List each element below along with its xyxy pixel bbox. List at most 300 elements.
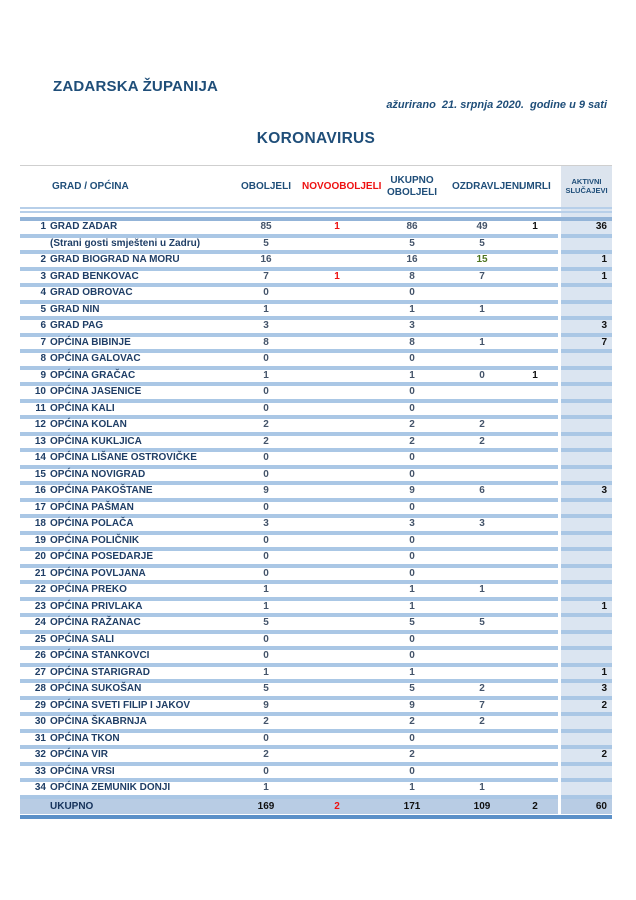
cell-umrli bbox=[512, 782, 558, 799]
cell-grad-opcina bbox=[20, 502, 230, 519]
cell-grad-opcina bbox=[20, 584, 230, 601]
cell-umrli bbox=[512, 386, 558, 403]
cell-ozdravljeni: 15 bbox=[452, 254, 512, 271]
municipality-name: OPĆINA POLIČNIK bbox=[50, 534, 140, 546]
cell-ukupno-oboljeli: 16 bbox=[372, 254, 452, 271]
cell-aktivni bbox=[561, 716, 612, 733]
cell-novooboljeli bbox=[302, 436, 372, 453]
table-row bbox=[20, 271, 612, 288]
table-row bbox=[20, 221, 612, 238]
row-number: 16 bbox=[34, 485, 46, 496]
cell-oboljeli: 1 bbox=[230, 370, 302, 387]
header-ukupno-line1: UKUPNO bbox=[390, 175, 434, 186]
row-number: 15 bbox=[34, 468, 46, 480]
cell-umrli bbox=[512, 436, 558, 453]
municipality-name: OPĆINA POLAČA bbox=[50, 518, 134, 529]
table-row bbox=[20, 716, 612, 733]
cell-ozdravljeni: 7 bbox=[452, 700, 512, 717]
cell-oboljeli: 0 bbox=[230, 634, 302, 651]
cell-ukupno-oboljeli: 0 bbox=[372, 452, 452, 469]
municipality-name: OPĆINA PREKO bbox=[50, 584, 127, 595]
cell-oboljeli: 2 bbox=[230, 419, 302, 436]
total-aktivni: 60 bbox=[561, 799, 612, 814]
municipality-name: GRAD BIOGRAD NA MORU bbox=[50, 254, 180, 265]
cell-novooboljeli bbox=[302, 568, 372, 585]
cell-novooboljeli bbox=[302, 716, 372, 733]
cell-ozdravljeni bbox=[452, 535, 512, 552]
cell-ozdravljeni: 1 bbox=[452, 782, 512, 799]
header-grad-opcina: GRAD / OPĆINA bbox=[52, 180, 129, 192]
cell-aktivni bbox=[561, 287, 612, 304]
cell-umrli bbox=[512, 271, 558, 288]
total-oboljeli: 169 bbox=[230, 799, 302, 814]
cell-grad-opcina bbox=[20, 601, 230, 618]
table-body bbox=[20, 221, 612, 799]
municipality-name: OPĆINA PAŠMAN bbox=[50, 501, 134, 513]
cell-ukupno-oboljeli: 2 bbox=[372, 716, 452, 733]
table-row bbox=[20, 238, 612, 255]
cell-ozdravljeni bbox=[452, 287, 512, 304]
cell-aktivni bbox=[561, 304, 612, 321]
table-row bbox=[20, 568, 612, 585]
table-row bbox=[20, 650, 612, 667]
cell-ozdravljeni bbox=[452, 766, 512, 783]
cell-ukupno-oboljeli: 0 bbox=[372, 535, 452, 552]
cell-umrli bbox=[512, 304, 558, 321]
table-bottom-border bbox=[20, 815, 612, 819]
cell-novooboljeli bbox=[302, 700, 372, 717]
cell-ukupno-oboljeli: 3 bbox=[372, 518, 452, 535]
cell-oboljeli: 8 bbox=[230, 337, 302, 354]
cell-oboljeli: 0 bbox=[230, 403, 302, 420]
cell-ozdravljeni: 2 bbox=[452, 716, 512, 733]
cell-ozdravljeni bbox=[452, 452, 512, 469]
cell-ukupno-oboljeli: 1 bbox=[372, 782, 452, 799]
row-number: 13 bbox=[34, 435, 46, 447]
cell-umrli: 1 bbox=[512, 221, 558, 238]
cell-ozdravljeni bbox=[452, 386, 512, 403]
cell-aktivni bbox=[561, 650, 612, 667]
cell-grad-opcina bbox=[20, 271, 230, 288]
cell-ukupno-oboljeli: 0 bbox=[372, 386, 452, 403]
cell-aktivni bbox=[561, 452, 612, 469]
municipality-name: OPĆINA POSEDARJE bbox=[50, 551, 153, 562]
row-number: 22 bbox=[34, 584, 46, 595]
header-aktivni-line1: AKTIVNI bbox=[571, 176, 602, 186]
table-row bbox=[20, 370, 612, 387]
cell-aktivni: 1 bbox=[561, 601, 612, 618]
koronavirus-table bbox=[20, 165, 612, 819]
table-row bbox=[20, 353, 612, 370]
cell-novooboljeli: 1 bbox=[302, 221, 372, 238]
cell-novooboljeli bbox=[302, 551, 372, 568]
header-novooboljeli: NOVOOBOLJELI bbox=[302, 180, 382, 192]
cell-umrli bbox=[512, 320, 558, 337]
row-number: 11 bbox=[35, 402, 46, 414]
table-row bbox=[20, 386, 612, 403]
cell-grad-opcina bbox=[20, 716, 230, 733]
row-number: 17 bbox=[34, 501, 46, 513]
cell-grad-opcina bbox=[20, 518, 230, 535]
cell-ozdravljeni: 3 bbox=[452, 518, 512, 535]
cell-novooboljeli bbox=[302, 749, 372, 766]
row-number: 14 bbox=[34, 452, 46, 463]
cell-umrli bbox=[512, 403, 558, 420]
table-row bbox=[20, 502, 612, 519]
cell-ukupno-oboljeli: 1 bbox=[372, 667, 452, 684]
total-ozdravljeni: 109 bbox=[452, 799, 512, 814]
cell-aktivni bbox=[561, 518, 612, 535]
municipality-name: GRAD ZADAR bbox=[50, 221, 118, 232]
cell-oboljeli: 16 bbox=[230, 254, 302, 271]
cell-aktivni: 1 bbox=[561, 254, 612, 271]
cell-novooboljeli bbox=[302, 287, 372, 304]
cell-novooboljeli bbox=[302, 337, 372, 354]
cell-umrli bbox=[512, 634, 558, 651]
table-row bbox=[20, 337, 612, 354]
cell-ukupno-oboljeli: 0 bbox=[372, 287, 452, 304]
cell-novooboljeli bbox=[302, 370, 372, 387]
cell-umrli bbox=[512, 452, 558, 469]
row-number: 32 bbox=[34, 749, 46, 760]
cell-ozdravljeni: 1 bbox=[452, 337, 512, 354]
cell-ozdravljeni bbox=[452, 353, 512, 370]
cell-grad-opcina bbox=[20, 700, 230, 717]
cell-ukupno-oboljeli: 0 bbox=[372, 551, 452, 568]
cell-grad-opcina bbox=[20, 287, 230, 304]
cell-novooboljeli bbox=[302, 601, 372, 618]
cell-ozdravljeni bbox=[452, 601, 512, 618]
cell-umrli bbox=[512, 584, 558, 601]
cell-oboljeli: 3 bbox=[230, 518, 302, 535]
cell-ukupno-oboljeli: 3 bbox=[372, 320, 452, 337]
cell-umrli bbox=[512, 469, 558, 486]
row-number: 3 bbox=[40, 270, 46, 282]
cell-oboljeli: 2 bbox=[230, 716, 302, 733]
cell-grad-opcina bbox=[20, 419, 230, 436]
cell-novooboljeli bbox=[302, 254, 372, 271]
cell-grad-opcina bbox=[20, 733, 230, 750]
cell-oboljeli: 0 bbox=[230, 733, 302, 750]
cell-novooboljeli bbox=[302, 782, 372, 799]
cell-oboljeli: 0 bbox=[230, 452, 302, 469]
cell-ukupno-oboljeli: 5 bbox=[372, 238, 452, 255]
row-number: 9 bbox=[40, 369, 46, 381]
cell-umrli bbox=[512, 254, 558, 271]
cell-oboljeli: 5 bbox=[230, 683, 302, 700]
cell-ukupno-oboljeli: 5 bbox=[372, 683, 452, 700]
cell-aktivni bbox=[561, 634, 612, 651]
cell-ozdravljeni: 2 bbox=[452, 436, 512, 453]
cell-grad-opcina bbox=[20, 370, 230, 387]
row-number bbox=[20, 238, 46, 251]
table-row bbox=[20, 766, 612, 783]
municipality-name: OPĆINA KALI bbox=[50, 402, 115, 414]
cell-aktivni bbox=[561, 353, 612, 370]
cell-umrli bbox=[512, 749, 558, 766]
row-number: 8 bbox=[40, 353, 46, 364]
cell-ukupno-oboljeli: 8 bbox=[372, 337, 452, 354]
cell-umrli bbox=[512, 551, 558, 568]
cell-ozdravljeni bbox=[452, 320, 512, 337]
cell-ozdravljeni: 6 bbox=[452, 485, 512, 502]
cell-grad-opcina bbox=[20, 221, 230, 238]
cell-ukupno-oboljeli: 1 bbox=[372, 304, 452, 321]
municipality-name: OPĆINA JASENICE bbox=[50, 386, 142, 397]
cell-oboljeli: 1 bbox=[230, 667, 302, 684]
table-row bbox=[20, 518, 612, 535]
cell-oboljeli: 85 bbox=[230, 221, 302, 238]
cell-aktivni: 7 bbox=[561, 337, 612, 354]
municipality-name: OPĆINA KUKLJICA bbox=[50, 435, 142, 447]
cell-oboljeli: 1 bbox=[230, 601, 302, 618]
cell-aktivni: 36 bbox=[561, 221, 612, 238]
row-number: 28 bbox=[34, 683, 46, 694]
cell-aktivni bbox=[561, 733, 612, 750]
cell-umrli bbox=[512, 650, 558, 667]
cell-oboljeli: 1 bbox=[230, 304, 302, 321]
municipality-name: OPĆINA VRSI bbox=[50, 765, 115, 777]
cell-umrli bbox=[512, 287, 558, 304]
cell-novooboljeli bbox=[302, 535, 372, 552]
separator-line bbox=[20, 207, 612, 209]
municipality-name: OPĆINA ŠKABRNJA bbox=[50, 716, 147, 727]
cell-aktivni bbox=[561, 535, 612, 552]
cell-oboljeli: 0 bbox=[230, 469, 302, 486]
row-number: 12 bbox=[34, 419, 46, 430]
cell-grad-opcina bbox=[20, 436, 230, 453]
cell-oboljeli: 2 bbox=[230, 436, 302, 453]
cell-ozdravljeni: 5 bbox=[452, 238, 512, 255]
cell-oboljeli: 0 bbox=[230, 551, 302, 568]
cell-grad-opcina bbox=[20, 320, 230, 337]
cell-oboljeli: 7 bbox=[230, 271, 302, 288]
cell-ozdravljeni: 7 bbox=[452, 271, 512, 288]
header-ukupno-line2: OBOLJELI bbox=[386, 186, 437, 198]
cell-ozdravljeni bbox=[452, 650, 512, 667]
cell-ukupno-oboljeli: 0 bbox=[372, 634, 452, 651]
table-row bbox=[20, 634, 612, 651]
cell-ozdravljeni bbox=[452, 502, 512, 519]
table-row bbox=[20, 287, 612, 304]
table-row bbox=[20, 436, 612, 453]
cell-novooboljeli bbox=[302, 766, 372, 783]
cell-ozdravljeni bbox=[452, 469, 512, 486]
cell-ukupno-oboljeli: 2 bbox=[372, 749, 452, 766]
row-number: 4 bbox=[40, 287, 46, 298]
cell-novooboljeli bbox=[302, 683, 372, 700]
cell-novooboljeli bbox=[302, 733, 372, 750]
cell-ukupno-oboljeli: 2 bbox=[372, 436, 452, 453]
municipality-name: OPĆINA TKON bbox=[50, 732, 120, 744]
cell-ozdravljeni: 1 bbox=[452, 304, 512, 321]
cell-grad-opcina bbox=[20, 617, 230, 634]
cell-ukupno-oboljeli: 8 bbox=[372, 271, 452, 288]
municipality-name: OPĆINA PAKOŠTANE bbox=[50, 485, 153, 496]
cell-ozdravljeni bbox=[452, 551, 512, 568]
row-number: 23 bbox=[34, 600, 46, 612]
municipality-name: OPĆINA SVETI FILIP I JAKOV bbox=[50, 699, 191, 711]
cell-novooboljeli bbox=[302, 634, 372, 651]
table-row bbox=[20, 683, 612, 700]
cell-grad-opcina bbox=[20, 568, 230, 585]
separator-line-dark bbox=[20, 217, 612, 221]
cell-umrli bbox=[512, 337, 558, 354]
cell-umrli bbox=[512, 485, 558, 502]
header-aktivni-slucajevi bbox=[561, 166, 612, 207]
cell-oboljeli: 0 bbox=[230, 568, 302, 585]
row-number: 6 bbox=[40, 320, 46, 331]
report-heading: KORONAVIRUS bbox=[256, 130, 376, 147]
table-row bbox=[20, 551, 612, 568]
table-row bbox=[20, 782, 612, 799]
cell-novooboljeli bbox=[302, 469, 372, 486]
cell-novooboljeli bbox=[302, 320, 372, 337]
cell-aktivni bbox=[561, 469, 612, 486]
cell-oboljeli: 2 bbox=[230, 749, 302, 766]
cell-ukupno-oboljeli: 0 bbox=[372, 353, 452, 370]
cell-grad-opcina bbox=[20, 683, 230, 700]
municipality-name: OPĆINA RAŽANAC bbox=[50, 617, 141, 628]
row-number: 21 bbox=[34, 567, 46, 579]
table-row bbox=[20, 535, 612, 552]
cell-oboljeli: 0 bbox=[230, 766, 302, 783]
cell-grad-opcina bbox=[20, 749, 230, 766]
cell-aktivni: 2 bbox=[561, 700, 612, 717]
cell-umrli: 1 bbox=[512, 370, 558, 387]
cell-grad-opcina bbox=[20, 304, 230, 321]
table-row bbox=[20, 667, 612, 684]
cell-umrli bbox=[512, 700, 558, 717]
cell-ukupno-oboljeli: 0 bbox=[372, 469, 452, 486]
row-number: 7 bbox=[40, 336, 46, 348]
cell-grad-opcina bbox=[20, 254, 230, 271]
row-number: 33 bbox=[34, 765, 46, 777]
cell-ukupno-oboljeli: 86 bbox=[372, 221, 452, 238]
cell-ozdravljeni bbox=[452, 749, 512, 766]
cell-aktivni: 3 bbox=[561, 485, 612, 502]
cell-umrli bbox=[512, 601, 558, 618]
header-ozdravljeni: OZDRAVLJENI bbox=[452, 180, 522, 192]
cell-aktivni: 3 bbox=[561, 320, 612, 337]
cell-aktivni bbox=[561, 568, 612, 585]
cell-oboljeli: 9 bbox=[230, 700, 302, 717]
cell-grad-opcina bbox=[20, 353, 230, 370]
cell-novooboljeli bbox=[302, 403, 372, 420]
municipality-name: GRAD PAG bbox=[50, 320, 104, 331]
table-row bbox=[20, 733, 612, 750]
cell-aktivni: 1 bbox=[561, 271, 612, 288]
table-row bbox=[20, 403, 612, 420]
cell-ukupno-oboljeli: 2 bbox=[372, 419, 452, 436]
cell-ukupno-oboljeli: 0 bbox=[372, 568, 452, 585]
cell-aktivni: 2 bbox=[561, 749, 612, 766]
municipality-name: OPĆINA STARIGRAD bbox=[50, 666, 150, 678]
header-oboljeli: OBOLJELI bbox=[240, 180, 291, 192]
municipality-name: OPĆINA KOLAN bbox=[50, 419, 127, 430]
table-row bbox=[20, 601, 612, 618]
cell-ozdravljeni bbox=[452, 667, 512, 684]
municipality-name: OPĆINA LIŠANE OSTROVIČKE bbox=[50, 452, 197, 463]
updated-timestamp: ažurirano 21. srpnja 2020. godine u 9 sati bbox=[386, 99, 607, 111]
municipality-name: GRAD OBROVAC bbox=[50, 287, 133, 298]
row-number: 26 bbox=[34, 650, 46, 661]
cell-umrli bbox=[512, 683, 558, 700]
cell-grad-opcina bbox=[20, 469, 230, 486]
cell-grad-opcina bbox=[20, 782, 230, 799]
cell-oboljeli: 0 bbox=[230, 353, 302, 370]
cell-umrli bbox=[512, 502, 558, 519]
cell-ukupno-oboljeli: 0 bbox=[372, 650, 452, 667]
table-row bbox=[20, 485, 612, 502]
cell-grad-opcina bbox=[20, 650, 230, 667]
cell-aktivni bbox=[561, 551, 612, 568]
table-row bbox=[20, 700, 612, 717]
cell-aktivni bbox=[561, 370, 612, 387]
table-row bbox=[20, 749, 612, 766]
total-row bbox=[20, 799, 612, 814]
cell-ozdravljeni: 0 bbox=[452, 370, 512, 387]
header-ukupno-oboljeli bbox=[372, 175, 452, 198]
row-number: 10 bbox=[34, 386, 46, 397]
cell-novooboljeli bbox=[302, 419, 372, 436]
cell-ozdravljeni bbox=[452, 403, 512, 420]
cell-oboljeli: 0 bbox=[230, 650, 302, 667]
cell-grad-opcina bbox=[20, 634, 230, 651]
cell-ukupno-oboljeli: 9 bbox=[372, 485, 452, 502]
municipality-name: OPĆINA GRAČAC bbox=[50, 369, 136, 381]
cell-ukupno-oboljeli: 1 bbox=[372, 370, 452, 387]
row-number: 18 bbox=[34, 518, 46, 529]
cell-ozdravljeni: 49 bbox=[452, 221, 512, 238]
total-novooboljeli: 2 bbox=[302, 799, 372, 814]
municipality-name: (Strani gosti smješteni u Zadru) bbox=[50, 237, 201, 249]
cell-aktivni bbox=[561, 584, 612, 601]
cell-novooboljeli: 1 bbox=[302, 271, 372, 288]
municipality-name: OPĆINA BIBINJE bbox=[50, 336, 131, 348]
row-number: 5 bbox=[40, 303, 46, 315]
municipality-name: GRAD BENKOVAC bbox=[50, 270, 139, 282]
cell-novooboljeli bbox=[302, 584, 372, 601]
cell-oboljeli: 9 bbox=[230, 485, 302, 502]
cell-aktivni: 1 bbox=[561, 667, 612, 684]
cell-ozdravljeni bbox=[452, 568, 512, 585]
cell-aktivni: 3 bbox=[561, 683, 612, 700]
cell-ukupno-oboljeli: 5 bbox=[372, 617, 452, 634]
cell-grad-opcina bbox=[20, 403, 230, 420]
table-row bbox=[20, 452, 612, 469]
cell-oboljeli: 5 bbox=[230, 238, 302, 255]
row-number: 31 bbox=[34, 732, 46, 744]
cell-novooboljeli bbox=[302, 386, 372, 403]
cell-ozdravljeni: 5 bbox=[452, 617, 512, 634]
cell-oboljeli: 1 bbox=[230, 584, 302, 601]
cell-oboljeli: 0 bbox=[230, 502, 302, 519]
cell-oboljeli: 0 bbox=[230, 386, 302, 403]
row-number: 19 bbox=[34, 534, 46, 546]
row-number: 25 bbox=[34, 633, 46, 645]
cell-oboljeli: 0 bbox=[230, 287, 302, 304]
cell-umrli bbox=[512, 766, 558, 783]
table-row bbox=[20, 469, 612, 486]
header-separator bbox=[20, 207, 612, 221]
municipality-name: GRAD NIN bbox=[50, 303, 100, 315]
municipality-name: OPĆINA NOVIGRAD bbox=[50, 468, 146, 480]
municipality-name: OPĆINA SALI bbox=[50, 633, 115, 645]
table-row bbox=[20, 617, 612, 634]
cell-ukupno-oboljeli: 9 bbox=[372, 700, 452, 717]
cell-grad-opcina bbox=[20, 667, 230, 684]
